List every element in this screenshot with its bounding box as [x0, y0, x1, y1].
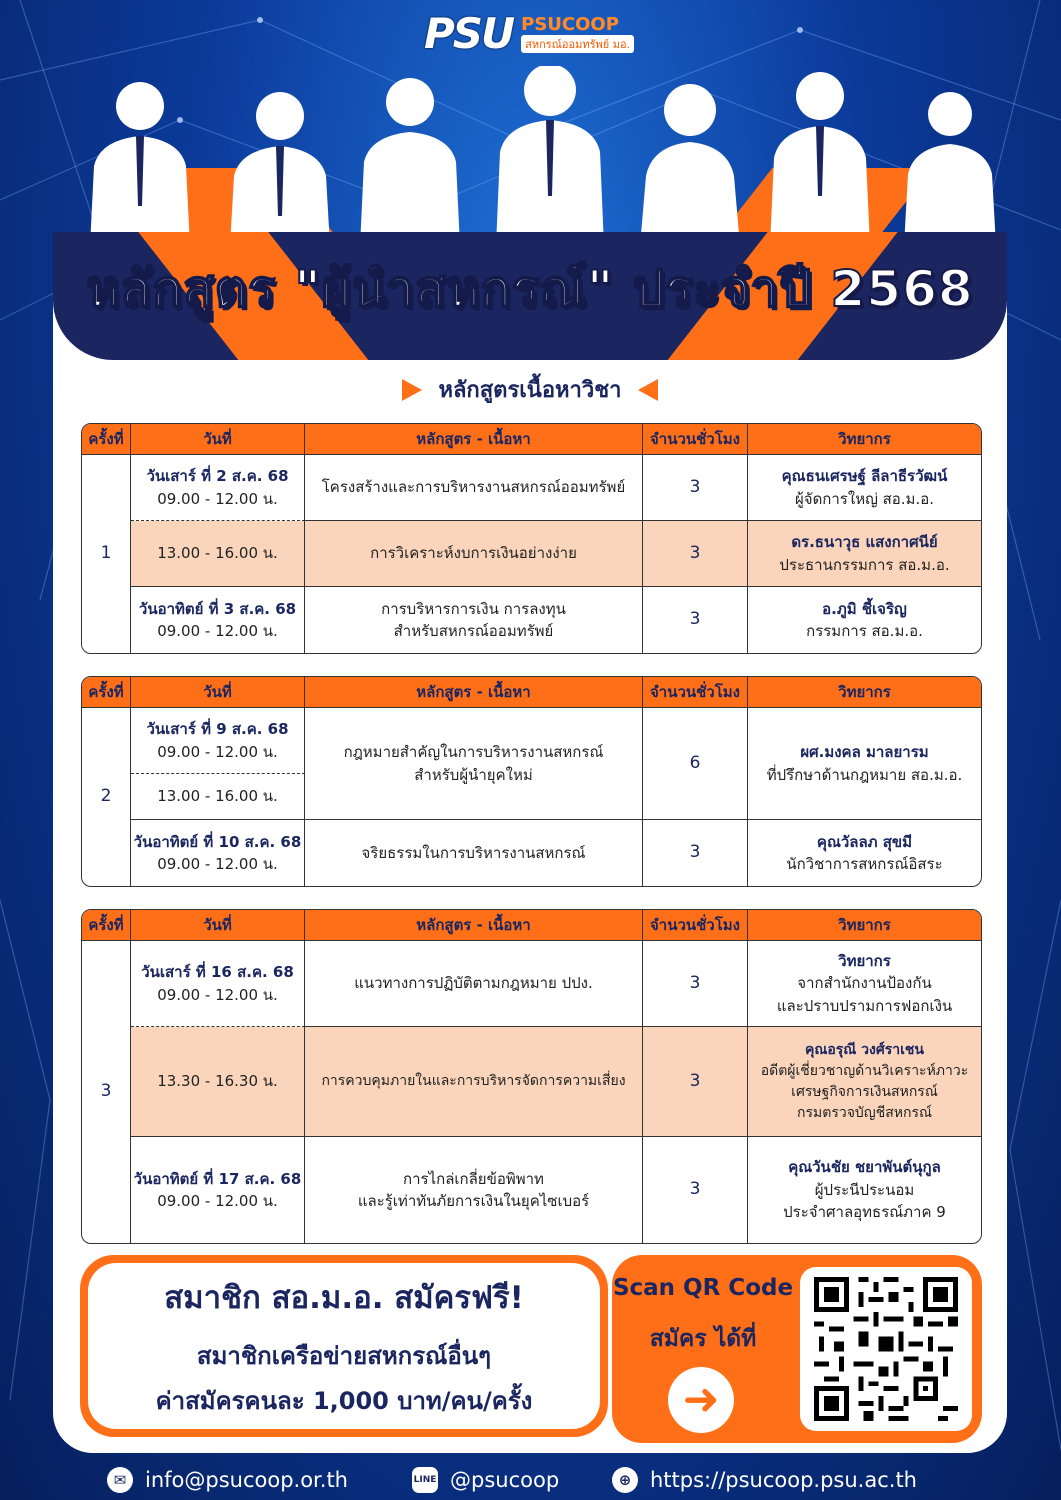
person-silhouette-3 — [360, 78, 460, 246]
speaker-cell — [748, 587, 981, 653]
session-table-1 — [81, 423, 982, 654]
topic-text-2: และรู้เท่าทันภัยการเงินในยุคไซเบอร์ — [357, 1192, 590, 1210]
speaker-cell — [748, 1027, 981, 1137]
promo-fee: ค่าสมัครคนละ 1,000 บาท/คน/ครั้ง — [155, 1387, 533, 1415]
promo-network-members: สมาชิกเครือข่ายสหกรณ์อื่นๆ — [196, 1342, 492, 1370]
session-number: 3 — [82, 941, 131, 1243]
header-date: วันที่ — [131, 677, 305, 708]
arrow-right-icon[interactable]: ➜ — [668, 1367, 734, 1433]
table-header — [82, 910, 981, 941]
time-text: 09.00 - 12.00 น. — [157, 1192, 278, 1210]
speaker-cell — [748, 521, 981, 587]
header-topic: หลักสูตร - เนื้อหา — [305, 677, 643, 708]
time-text: 13.30 - 16.30 น. — [157, 1072, 278, 1091]
time-text: 09.00 - 12.00 น. — [157, 622, 278, 640]
speaker-cell — [748, 455, 981, 521]
header-speaker: วิทยากร — [748, 677, 981, 708]
header-hours: จำนวนชั่วโมง — [643, 910, 748, 941]
date-cell — [131, 941, 305, 1027]
scan-qr-label: Scan QR Code — [612, 1275, 794, 1301]
topic-text: การไกล่เกลี่ยข้อพิพาท — [403, 1169, 544, 1188]
line-text: @psucoop — [450, 1468, 560, 1492]
date-cell — [131, 521, 305, 587]
table-header — [82, 424, 981, 455]
topic-cell — [305, 1027, 643, 1137]
speaker-name: คุณธนเศรษฐ์ ลีลาธีรวัฒน์ — [781, 467, 948, 485]
topic-text: การวิเคราะห์งบการเงินอย่างง่าย — [370, 544, 577, 563]
speaker-cell — [748, 941, 981, 1027]
date-cell — [131, 1027, 305, 1137]
date-cell — [131, 587, 305, 653]
date-cell — [131, 774, 305, 820]
header-no: ครั้งที่ — [82, 677, 131, 708]
topic-text-2: สำหรับผู้นำยุคใหม่ — [414, 765, 533, 784]
speaker-cell — [748, 708, 981, 820]
hours-cell: 3 — [643, 455, 748, 521]
session-table-2 — [81, 676, 982, 887]
hours-cell: 3 — [643, 587, 748, 653]
website-text: https://psucoop.psu.ac.th — [650, 1468, 917, 1492]
logo-text — [521, 15, 634, 53]
header-hours: จำนวนชั่วโมง — [643, 677, 748, 708]
speaker-cell — [748, 820, 981, 886]
session-table-3 — [81, 909, 982, 1244]
hours-cell: 3 — [643, 941, 748, 1027]
contact-email[interactable] — [107, 1462, 348, 1498]
contact-bar — [0, 1462, 1061, 1498]
hours-cell: 3 — [643, 521, 748, 587]
section-subtitle — [53, 372, 1007, 407]
date-cell — [131, 820, 305, 886]
date-text: วันอาทิตย์ ที่ 3 ส.ค. 68 — [138, 599, 297, 618]
topic-text: การควบคุมภายในและการบริหารจัดการความเสี่ยง — [321, 1073, 626, 1089]
triangle-right-icon — [402, 379, 422, 401]
topic-text: การบริหารการเงิน การลงทุน — [381, 599, 566, 618]
globe-icon: ⊕ — [612, 1467, 638, 1493]
speaker-name: ผศ.มงคล มาลยารม — [800, 743, 929, 761]
date-text: วันเสาร์ ที่ 9 ส.ค. 68 — [146, 720, 289, 738]
table-body — [82, 941, 981, 1243]
speaker-name: คุณวันชัย ชยาพันต์นุกูล — [788, 1158, 941, 1177]
speaker-name: อ.ภูมิ ชี้เจริญ — [822, 599, 907, 618]
speaker-name: ดร.ธนาวุธ แสงกาศนีย์ — [791, 533, 938, 551]
header-topic: หลักสูตร - เนื้อหา — [305, 424, 643, 455]
topic-cell — [305, 455, 643, 521]
date-cell — [131, 455, 305, 521]
hours-cell: 3 — [643, 1027, 748, 1137]
contact-line[interactable] — [412, 1462, 559, 1498]
date-text: วันเสาร์ ที่ 16 ส.ค. 68 — [141, 963, 294, 981]
speaker-role: ผู้จัดการใหญ่ สอ.ม.อ. — [794, 489, 934, 508]
speaker-cell — [748, 1137, 981, 1243]
time-text: 13.00 - 16.00 น. — [157, 787, 278, 806]
header-date: วันที่ — [131, 424, 305, 455]
email-text: info@psucoop.or.th — [145, 1468, 348, 1492]
hours-cell: 6 — [643, 708, 748, 820]
email-icon: ✉ — [107, 1467, 133, 1493]
header-speaker: วิทยากร — [748, 910, 981, 941]
header-hours: จำนวนชั่วโมง — [643, 424, 748, 455]
time-text: 09.00 - 12.00 น. — [157, 985, 278, 1004]
speaker-role-2: และปราบปรามการฟอกเงิน — [776, 996, 953, 1015]
time-text: 09.00 - 12.00 น. — [157, 742, 278, 761]
brand-name: PSUCOOP — [521, 15, 634, 35]
date-text: วันอาทิตย์ ที่ 10 ส.ค. 68 — [133, 832, 302, 851]
topic-cell — [305, 708, 643, 820]
membership-promo-panel — [80, 1255, 608, 1437]
hours-cell: 3 — [643, 1137, 748, 1243]
hours-cell: 3 — [643, 820, 748, 886]
triangle-left-icon — [638, 379, 658, 401]
promo-headline: สมาชิก สอ.ม.อ. สมัครฟรี! — [164, 1280, 524, 1316]
topic-cell — [305, 941, 643, 1027]
topic-text: แนวทางการปฏิบัติตามกฎหมาย ปปง. — [354, 974, 593, 993]
date-text: วันเสาร์ ที่ 2 ส.ค. 68 — [146, 467, 289, 485]
subtitle-text: หลักสูตรเนื้อหาวิชา — [438, 378, 622, 403]
time-text: 13.00 - 16.00 น. — [157, 544, 278, 563]
speaker-role: กรรมการ สอ.ม.อ. — [806, 622, 923, 640]
brand-tagline: สหกรณ์ออมทรัพย์ มอ. — [521, 35, 634, 53]
speaker-role: ผู้ประนีประนอม — [814, 1180, 915, 1199]
header-topic: หลักสูตร - เนื้อหา — [305, 910, 643, 941]
date-text: วันอาทิตย์ ที่ 17 ส.ค. 68 — [133, 1169, 302, 1188]
table-header — [82, 677, 981, 708]
brand-logo — [424, 6, 636, 62]
time-text: 09.00 - 12.00 น. — [157, 855, 278, 873]
contact-website[interactable] — [612, 1462, 917, 1498]
speaker-role-2: เศรษฐกิจการเงินสหกรณ์ — [791, 1083, 938, 1100]
table-body — [82, 708, 981, 886]
speaker-role: อดีตผู้เชี่ยวชาญด้านวิเคราะห์ภาวะ — [760, 1062, 969, 1079]
topic-cell — [305, 587, 643, 653]
promo-inner — [88, 1263, 600, 1429]
qr-code[interactable] — [800, 1267, 972, 1431]
speaker-name: วิทยากร — [838, 951, 891, 970]
register-label: สมัคร ได้ที่ — [649, 1326, 757, 1352]
speaker-name: คุณวัลลภ สุขมี — [816, 832, 913, 851]
date-cell — [131, 1137, 305, 1243]
session-number: 1 — [82, 455, 131, 653]
qr-code-graphic — [814, 1277, 958, 1421]
speaker-role: นักวิชาการสหกรณ์อิสระ — [786, 855, 943, 873]
topic-text: จริยธรรมในการบริหารงานสหกรณ์ — [361, 843, 586, 862]
speaker-role-3: กรมตรวจบัญชีสหกรณ์ — [797, 1104, 932, 1121]
time-text: 09.00 - 12.00 น. — [157, 489, 278, 508]
speaker-name: คุณอรุณี วงศ์ราเชน — [805, 1041, 924, 1058]
line-app-icon: LINE — [412, 1467, 438, 1493]
topic-cell — [305, 1137, 643, 1243]
topic-text: กฎหมายสำคัญในการบริหารงานสหกรณ์ — [343, 743, 604, 761]
date-cell — [131, 708, 305, 774]
speaker-role: ที่ปรึกษาด้านกฎหมาย สอ.ม.อ. — [766, 765, 963, 784]
topic-cell — [305, 820, 643, 886]
session-number: 2 — [82, 708, 131, 886]
header-date: วันที่ — [131, 910, 305, 941]
person-silhouette-7 — [904, 92, 996, 246]
speaker-role-2: ประจำศาลอุทธรณ์ภาค 9 — [783, 1203, 946, 1222]
speaker-role: จากสำนักงานป้องกัน — [797, 974, 932, 993]
logo-mark: PSU — [424, 9, 514, 58]
topic-cell — [305, 521, 643, 587]
topic-text-2: สำหรับสหกรณ์ออมทรัพย์ — [393, 622, 554, 640]
table-body — [82, 455, 981, 653]
leaders-silhouettes — [80, 66, 1000, 246]
header-speaker: วิทยากร — [748, 424, 981, 455]
speaker-role: ประธานกรรมการ สอ.ม.อ. — [779, 555, 950, 574]
header-no: ครั้งที่ — [82, 910, 131, 941]
page-title: หลักสูตร "ผู้นำสหกรณ์" ประจำปี 2568 — [86, 260, 974, 318]
header-no: ครั้งที่ — [82, 424, 131, 455]
topic-text: โครงสร้างและการบริหารงานสหกรณ์ออมทรัพย์ — [321, 478, 626, 497]
person-silhouette-5 — [640, 84, 740, 246]
qr-register-panel — [612, 1255, 982, 1443]
